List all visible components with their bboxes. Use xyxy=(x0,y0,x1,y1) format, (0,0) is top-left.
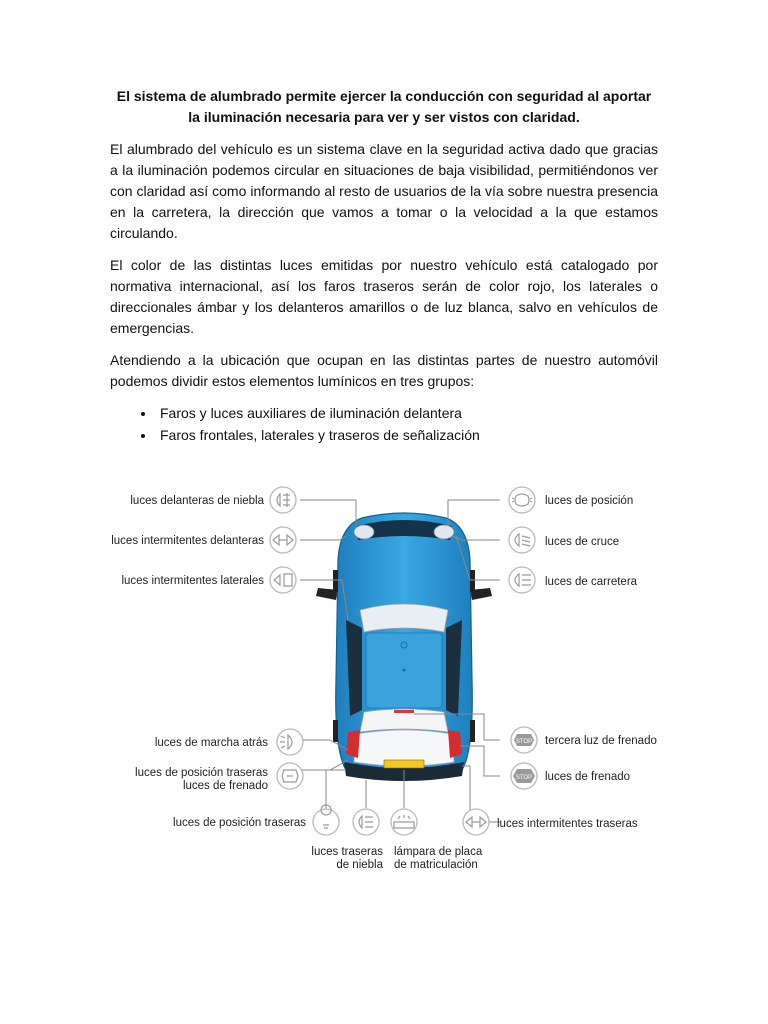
dipped-beam-icon xyxy=(509,527,535,553)
rear-position-brake-icon xyxy=(277,763,303,789)
rear-fog-light-icon xyxy=(353,809,379,835)
front-fog-light-icon xyxy=(270,487,296,513)
license-plate-lamp-icon xyxy=(391,809,417,835)
label-rear-position-brake-1: luces de posición traseras xyxy=(135,767,268,779)
svg-text:STOP: STOP xyxy=(515,775,533,781)
svg-text:STOP: STOP xyxy=(515,739,533,745)
side-indicator-icon xyxy=(270,567,296,593)
label-dipped: luces de cruce xyxy=(545,536,620,548)
bulb-icon xyxy=(313,805,339,835)
label-third-brake: tercera luz de frenado xyxy=(545,735,657,747)
bullet-list xyxy=(110,403,658,446)
label-indicators-front: luces intermitentes delanteras xyxy=(111,535,264,547)
main-beam-icon xyxy=(509,567,535,593)
position-light-icon xyxy=(509,487,535,513)
paragraph-1: El alumbrado del vehículo es un sistema clave en la seguridad activa dado que gracias a la iluminación podemos circular en situaciones de baja visibilidad, permitiéndonos ver con claridad así como informando al resto de usuarios de la vía sobre nuestra presencia en la carretera, la dirección que vamos a tomar o la velocidad a la que estamos circulando. xyxy=(110,141,658,241)
label-plate-1: lámpara de placa xyxy=(394,846,483,858)
label-indicators-rear: luces intermitentes traseras xyxy=(497,818,638,830)
label-rear-position: luces de posición traseras xyxy=(173,817,306,829)
label-brake: luces de frenado xyxy=(545,771,631,783)
paragraph-2: El color de las distintas luces emitidas por nuestro vehículo está catalogado por normativa internacional, así los faros traseros serán de color rojo, los laterales o direccionales ámbar y los delanteros amarillos o de luz blanca, salvo en vehículos de emergencias. xyxy=(110,257,658,336)
label-rear-position-brake-2: luces de frenado xyxy=(182,780,268,792)
car-lighting-diagram xyxy=(0,470,768,890)
stop-sign-icon xyxy=(511,763,537,789)
label-fog-rear-1: luces traseras xyxy=(311,846,383,858)
label-fog-front: luces delanteras de niebla xyxy=(130,495,264,507)
double-arrow-indicator-icon xyxy=(463,809,489,835)
label-reverse: luces de marcha atrás xyxy=(154,737,268,749)
reverse-light-icon xyxy=(277,729,303,755)
bullet-item: • Faros frontales, laterales y traseros de señalización xyxy=(156,425,658,446)
double-arrow-indicator-icon xyxy=(270,527,296,553)
label-main-beam: luces de carretera xyxy=(545,576,638,588)
document-heading: El sistema de alumbrado permite ejercer la conducción con seguridad al aportar la iluminación necesaria para ver y ser vistos con claridad. xyxy=(116,88,652,125)
label-position: luces de posición xyxy=(545,495,634,507)
bullet-item: • Faros y luces auxiliares de iluminación delantera xyxy=(156,403,658,424)
car-top-view xyxy=(316,513,492,781)
paragraph-3: Atendiendo a la ubicación que ocupan en las distintas partes de nuestro automóvil podemos dividir estos elementos lumínicos en tres grupos: xyxy=(110,352,658,389)
label-plate-2: de matriculación xyxy=(394,859,478,871)
label-fog-rear-2: de niebla xyxy=(336,859,383,871)
document-body xyxy=(110,86,658,447)
stop-sign-icon xyxy=(511,727,537,753)
label-indicators-side: luces intermitentes laterales xyxy=(121,575,264,587)
